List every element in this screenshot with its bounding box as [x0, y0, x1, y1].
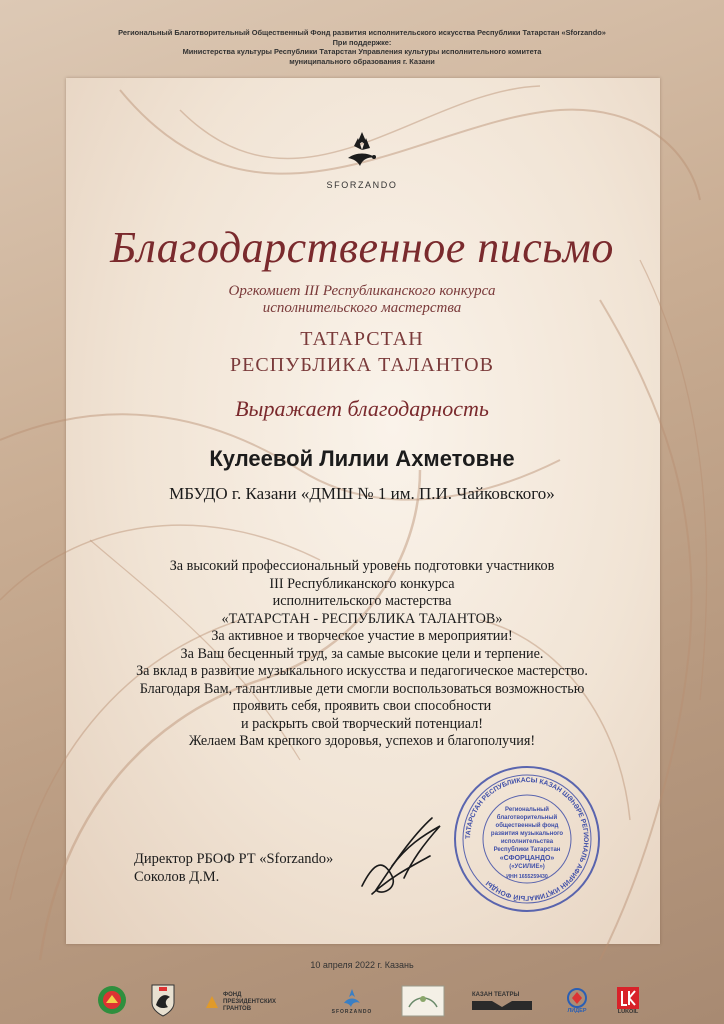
kazan-coat-of-arms-icon	[148, 982, 178, 1018]
lukoil-label: LUKOIL	[617, 1008, 639, 1015]
lider-logo	[560, 984, 594, 1018]
body-line: Благодаря Вам, талантливые дети смогли воспользоваться возможностью	[139, 680, 585, 697]
organizer-text	[0, 283, 724, 317]
official-stamp	[452, 764, 602, 914]
expresses-gratitude: Выражает благодарность	[235, 396, 489, 421]
body-line: проявить себя, проявить свои способности	[232, 698, 492, 714]
body-line: Желаем Вам крепкого здоровья, успехов и благополучия!	[188, 733, 536, 749]
stamp-line: развития музыкального	[490, 831, 564, 837]
organizer-line-2: исполнительского мастерства	[262, 300, 462, 316]
issue-date: 10 апреля 2022 г. Казань	[310, 960, 414, 970]
body-line: За Ваш бесценный труд, за самые высокие цели и терпение.	[180, 645, 544, 662]
contest-line-2: РЕСПУБЛИКА ТАЛАНТОВ	[230, 354, 494, 376]
stamp-line: общественный фонд	[495, 823, 559, 829]
ornament-logo	[400, 984, 446, 1018]
stamp-line: Республики Татарстан	[493, 847, 561, 853]
contest-line-1: ТАТАРСТАН	[300, 328, 424, 350]
header	[0, 28, 724, 66]
contest-name	[0, 326, 724, 378]
organizer-line-1: Оргкомиет III Республиканского конкурса	[228, 283, 496, 299]
body-text	[0, 558, 724, 751]
sforzando-footer-label: SFORZANDO	[331, 1008, 373, 1015]
header-line-2: При поддержке:	[332, 37, 392, 47]
director-title: Директор РБОФ РТ «Sforzando»	[134, 851, 334, 867]
sponsor-logos	[0, 982, 724, 1022]
body-line: За высокий профессиональный уровень подготовки участников	[169, 558, 555, 574]
lukoil-logo	[612, 984, 644, 1018]
body-line: III Республиканского конкурса	[269, 575, 455, 592]
presidential-grants-fund-logo	[204, 988, 274, 1016]
sforzando-logo-text: SFORZANDO	[326, 180, 398, 190]
school-name: МБУДО г. Казани «ДМШ № 1 им. П.И. Чайковского»	[169, 484, 555, 503]
body-line: За вклад в развитие музыкального искусства и педагогическое мастерство.	[136, 663, 588, 679]
stamp-line: Региональный	[505, 807, 549, 813]
body-line: За активное и творческое участие в мероприятии!	[211, 628, 513, 644]
stamp-line: («УСИЛИЕ»)	[509, 864, 545, 870]
director-block	[134, 850, 333, 886]
stamp-line: «СФОРЦАНДО»	[499, 855, 555, 862]
body-line: и раскрыть свой творческий потенциал!	[240, 715, 484, 732]
tatarstan-emblem-icon	[96, 984, 128, 1016]
presidential-grants-fund-label: ФОНД ПРЕЗИДЕНТСКИХ ГРАНТОВ	[223, 991, 276, 1012]
lider-label: ЛИДЕР	[567, 1007, 587, 1014]
director-name: Соколов Д.М.	[134, 869, 220, 885]
header-line-4: муниципального образования г. Казани	[289, 56, 435, 66]
bird-icon	[338, 128, 386, 176]
header-line-1: Региональный Благотворительный Общественный Фонд развития исполнительского искусства Республики Татарстан «Sforzando»	[118, 28, 606, 37]
body-line: исполнительского мастерства	[272, 593, 452, 609]
signature-icon	[352, 806, 452, 906]
recipient-name: Кулеевой Лилии Ахметовне	[209, 446, 515, 471]
body-line: «ТАТАРСТАН - РЕСПУБЛИКА ТАЛАНТОВ»	[221, 610, 503, 627]
header-line-3: Министерства культуры Республики Татарстан Управления культуры исполнительного комитета	[182, 47, 542, 56]
stamp-ring-text: ТАТАРСТАН РЕСПУБЛИКАСЫ КАЗАН ШӘҺӘРЕ РЕГИОНАЛЬ АФИРИН ИҖТИМАГЫЙ ФОНДЫ	[464, 776, 590, 902]
sforzando-logo	[322, 982, 382, 1020]
stamp-line: благотворительный	[496, 815, 558, 821]
document-title: Благодарственное письмо	[110, 223, 614, 272]
kazan-theatres-label: КАЗАН ТЕАТРЫ	[472, 991, 520, 998]
stamp-inn: ИНН 1655259430	[506, 874, 548, 880]
stamp-line: исполнительства	[500, 839, 554, 845]
kazan-theatres-logo	[472, 986, 536, 1016]
